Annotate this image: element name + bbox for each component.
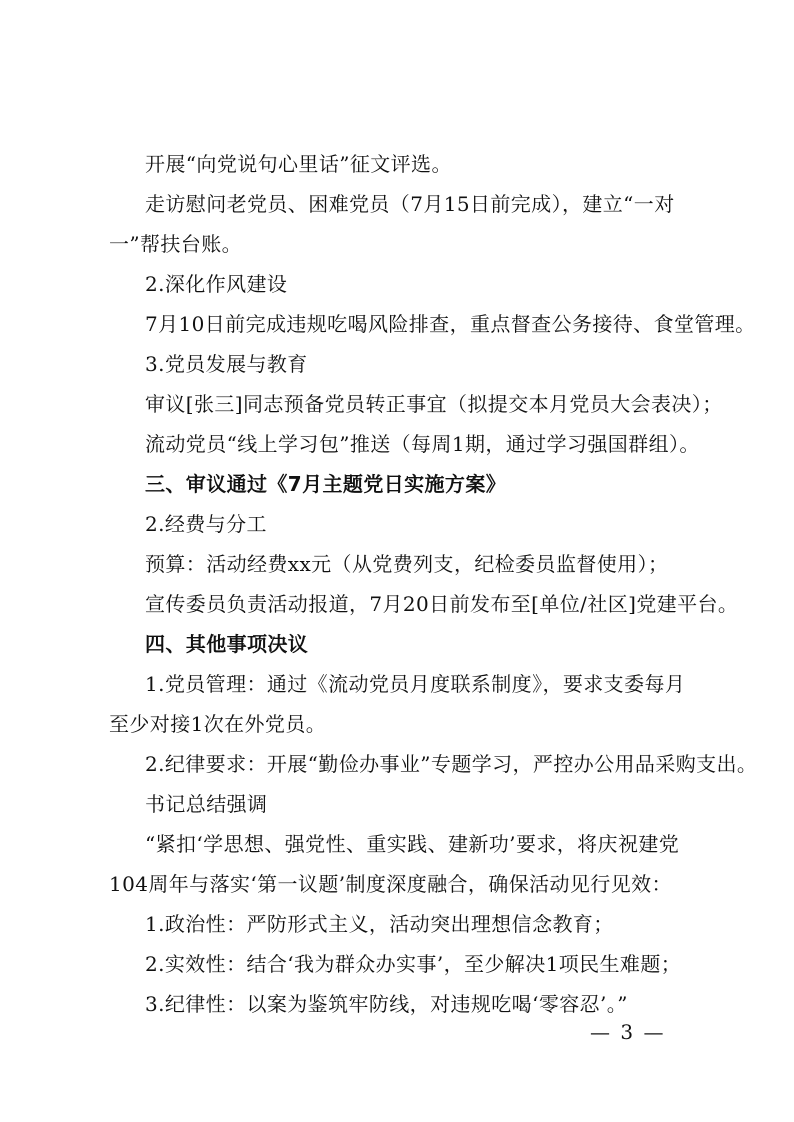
paragraph-member-management: 1.党员管理：通过《流动党员月度联系制度》，要求支委每月至少对接1次在外党员。	[109, 672, 686, 736]
paragraph-discipline: 2.纪律要求：开展“勤俭办事业”专题学习，严控办公用品采购支出。	[145, 752, 758, 776]
subheading-budget-division: 2.经费与分工	[145, 512, 267, 536]
subheading-secretary-summary: 书记总结强调	[145, 792, 268, 816]
paragraph-essay-contest: 开展“向党说句心里话”征文评选。	[145, 152, 452, 176]
paragraph-online-learning: 流动党员“线上学习包”推送（每周1期，通过学习强国群组）。	[145, 432, 700, 456]
section-heading-four: 四、其他事项决议	[145, 632, 309, 656]
page-number: — 3 —	[590, 1020, 666, 1044]
paragraph-secretary-quote: “紧扣‘学思想、强党性、重实践、建新功’要求，将庆祝建党104周年与落实‘第一议题’制度深度融合，确保活动见行见效：	[109, 832, 680, 896]
list-item-effectiveness: 2.实效性：结合‘我为群众办实事’，至少解决1项民生难题；	[145, 952, 682, 976]
subheading-work-style: 2.深化作风建设	[145, 272, 288, 296]
paragraph-probation-review: 审议[张三]同志预备党员转正事宜（拟提交本月党员大会表决）；	[145, 392, 723, 416]
paragraph-visit-members: 走访慰问老党员、困难党员（7月15日前完成），建立“一对一”帮扶台账。	[109, 192, 675, 256]
list-item-discipline: 3.纪律性：以案为鉴筑牢防线，对违规吃喝‘零容忍’。”	[145, 992, 628, 1016]
paragraph-budget: 预算：活动经费xx元（从党费列支，纪检委员监督使用）；	[145, 552, 669, 576]
paragraph-risk-check: 7月10日前完成违规吃喝风险排查，重点督查公务接待、食堂管理。	[145, 312, 756, 336]
list-item-political: 1.政治性：严防形式主义，活动突出理想信念教育；	[145, 912, 614, 936]
paragraph-publicity: 宣传委员负责活动报道，7月20日前发布至[单位/社区]党建平台。	[145, 592, 739, 616]
subheading-member-development: 3.党员发展与教育	[145, 352, 308, 376]
section-heading-three: 三、审议通过《7月主题党日实施方案》	[145, 472, 507, 496]
